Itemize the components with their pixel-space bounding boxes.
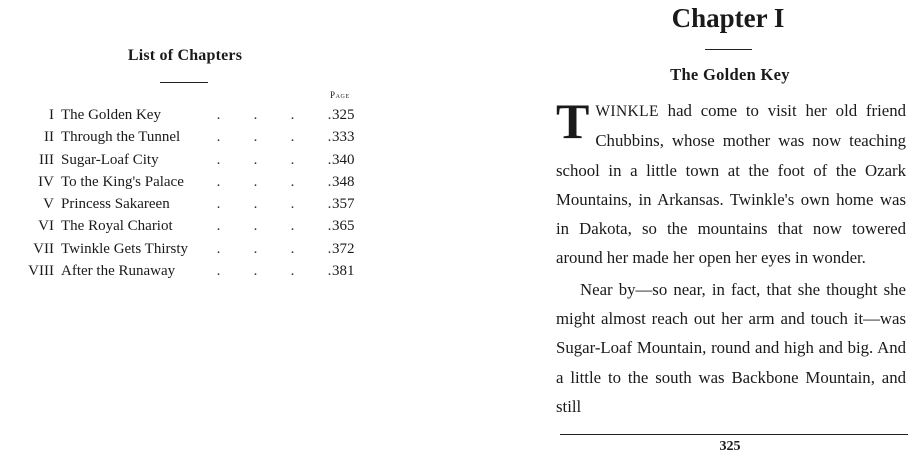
chapter-subtitle: The Golden Key: [670, 65, 790, 84]
chapter-title: Through the Tunnel: [61, 129, 181, 146]
leader-dots: . . . .: [216, 151, 332, 168]
lead-caps: WINKLE: [595, 103, 659, 120]
chapter-title: Twinkle Gets Thirsty: [61, 240, 188, 257]
chapter-number: II: [44, 129, 54, 146]
chapter-body: [556, 93, 906, 421]
paragraph-1: [556, 93, 906, 273]
toc-list: [0, 104, 370, 282]
leader-dots: . . . .: [216, 129, 332, 146]
toc-row: [0, 260, 370, 282]
leader-dots: . . . .: [216, 263, 332, 280]
chapter-number: IV: [38, 173, 54, 190]
leader-dots: . . . .: [216, 196, 332, 213]
page-column-label: Page: [330, 90, 350, 100]
chapter-number: I: [49, 107, 54, 123]
chapter-page: 365: [332, 218, 355, 235]
chapter-page: 372: [332, 240, 355, 257]
toc-row: [0, 171, 370, 193]
chapter-number: VI: [38, 218, 54, 235]
chapter-number: VIII: [28, 263, 54, 280]
chapter-page: 357: [332, 196, 355, 213]
chapter-title: After the Runaway: [61, 263, 176, 280]
chapter-page: 333: [332, 129, 355, 146]
chapter-page: 340: [332, 151, 355, 168]
chapter-title: Princess Sakareen: [61, 196, 170, 213]
chapter-number: V: [43, 196, 54, 213]
chapter-page: 381: [332, 263, 355, 280]
toc-title: List of Chapters: [127, 47, 243, 64]
chapter-page: 348: [332, 173, 355, 190]
chapter-divider: [705, 49, 752, 50]
footer-rule: [560, 434, 908, 435]
drop-cap: T: [556, 93, 590, 149]
toc-divider: [160, 82, 208, 83]
chapter-title: The Royal Chariot: [61, 218, 173, 235]
leader-dots: . . . .: [216, 240, 332, 257]
paragraph-2: Near by—so near, in fact, that she thought she might almost reach out her arm and touch it—was Sugar-Loaf Mountain, round and high and big. And a little to the south was Backbone Mountain, and still: [556, 279, 906, 416]
leader-dots: . . . .: [216, 107, 332, 123]
toc-row: [0, 104, 370, 126]
chapter-number: VII: [33, 240, 54, 257]
toc-row: [0, 149, 370, 171]
paragraph-1-text: had come to visit her old friend Chubbins, whose mother was now teaching school in a little town at the foot of the Ozark Mountains, in Arkansas. Twinkle's own home was in Dakota, so the mountains that now towered around her made her open her eyes in wonder.: [556, 101, 906, 268]
chapter-number: III: [39, 151, 54, 168]
toc-row: [0, 238, 370, 260]
leader-dots: . . . .: [216, 218, 332, 235]
chapter-heading: Chapter I: [671, 3, 785, 33]
chapter-title: To the King's Palace: [61, 173, 184, 190]
toc-row: [0, 193, 370, 215]
chapter-title: Sugar-Loaf City: [61, 151, 159, 168]
toc-row: [0, 126, 370, 148]
page-number: 325: [719, 439, 741, 454]
chapter-page: 325: [332, 107, 355, 123]
leader-dots: . . . .: [216, 173, 332, 190]
right-page: [540, 0, 924, 464]
chapter-title: The Golden Key: [61, 107, 161, 123]
toc-row: [0, 215, 370, 237]
